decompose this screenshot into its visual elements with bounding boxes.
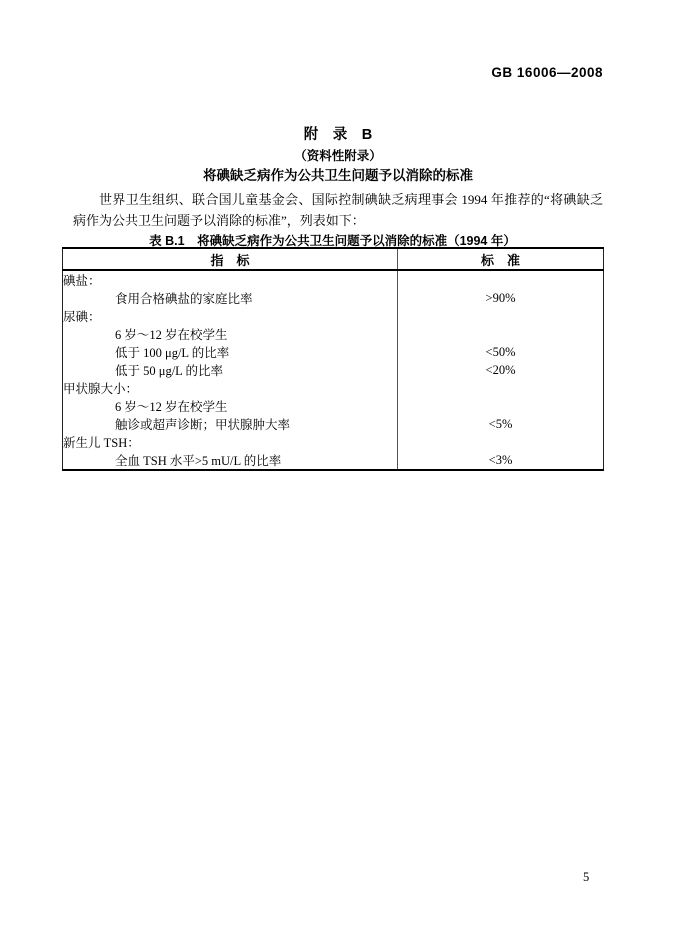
table-row — [63, 270, 604, 289]
indicator-cell: 食用合格碘盐的家庭比率 — [63, 289, 398, 307]
indicator-cell: 低于 100 μg/L 的比率 — [63, 343, 398, 361]
criteria-table — [62, 247, 604, 471]
standard-cell: <3% — [398, 451, 604, 470]
table-header-row — [63, 248, 604, 270]
indicator-cell: 碘盐： — [63, 270, 398, 289]
standard-cell — [398, 307, 604, 325]
indicator-cell: 6 岁～12 岁在校学生 — [63, 325, 398, 343]
appendix-heading: 将碘缺乏病作为公共卫生问题予以消除的标准 — [203, 168, 473, 183]
table-row — [63, 397, 604, 415]
standard-number: GB 16006—2008 — [491, 65, 603, 80]
standard-cell: <20% — [398, 361, 604, 379]
indicator-cell: 6 岁～12 岁在校学生 — [63, 397, 398, 415]
appendix-subtitle: （资料性附录） — [294, 149, 382, 163]
table-row — [63, 307, 604, 325]
table-row — [63, 343, 604, 361]
indicator-cell: 低于 50 μg/L 的比率 — [63, 361, 398, 379]
standard-cell: >90% — [398, 289, 604, 307]
table-row — [63, 433, 604, 451]
appendix-title: 附 录 B — [303, 127, 373, 143]
standard-cell — [398, 397, 604, 415]
standard-cell — [398, 379, 604, 397]
indicator-cell: 全血 TSH 水平>5 mU/L 的比率 — [63, 451, 398, 470]
table-row — [63, 415, 604, 433]
table-row — [63, 325, 604, 343]
standard-cell: <50% — [398, 343, 604, 361]
table-caption: 表 B.1 将碘缺乏病作为公共卫生问题予以消除的标准（1994 年） — [149, 234, 516, 248]
indicator-cell: 尿碘： — [63, 307, 398, 325]
table-row — [63, 451, 604, 470]
indicator-cell: 甲状腺大小： — [63, 379, 398, 397]
indicator-cell: 触诊或超声诊断；甲状腺肿大率 — [63, 415, 398, 433]
intro-paragraph: 世界卫生组织、联合国儿童基金会、国际控制碘缺乏病理事会 1994 年推荐的“将碘缺乏病作为公共卫生问题予以消除的标准”，列表如下： — [73, 192, 603, 228]
page-number: 5 — [583, 870, 590, 884]
standard-cell: <5% — [398, 415, 604, 433]
standard-cell — [398, 270, 604, 289]
table-row — [63, 379, 604, 397]
indicator-cell: 新生儿 TSH： — [63, 433, 398, 451]
column-header-indicator: 指 标 — [63, 248, 398, 270]
standard-cell — [398, 433, 604, 451]
table-row — [63, 289, 604, 307]
standard-cell — [398, 325, 604, 343]
column-header-standard: 标 准 — [398, 248, 604, 270]
table-row — [63, 361, 604, 379]
